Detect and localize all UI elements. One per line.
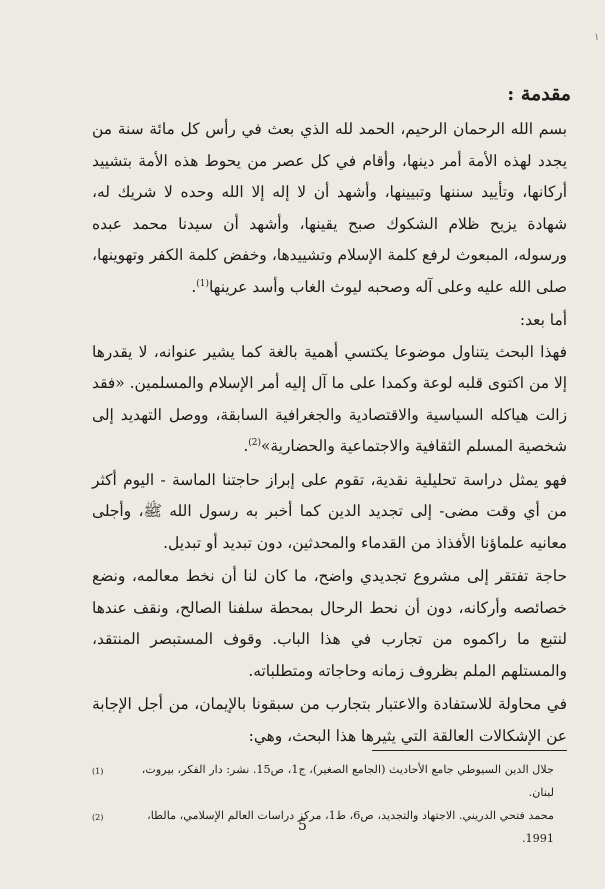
paragraph-end: .	[243, 437, 249, 455]
paragraph-end: .	[191, 277, 197, 296]
page-number: 5	[298, 818, 307, 834]
footnote-text: محمد فتحي الدريني. الاجتهاد والتجديد، ص6، ط1، مركز دراسات العالم الإسلامي، مالطا، 1991.	[147, 809, 554, 845]
footnote-number: (1)	[92, 767, 104, 776]
paragraph-text: أما بعد:	[519, 311, 567, 329]
footnote-reference: (1)	[196, 278, 209, 289]
footnote-reference: (2)	[248, 437, 262, 448]
paragraph-topic	[92, 337, 567, 463]
paragraph-text: فهذا البحث يتناول موضوعا يكتسي أهمية بالغة كما يشير عنوانه، لا يقدرها إلا من اكتوى قلبه لوعة وكمدا على ما آل إليه أمر الإسلام والمسلمين. «فقد زالت هياكله السياسية والاقتصادية والجغرافية السابقة، ووصل التهديد إلى شخصية المسلم الثقافية والاجتماعية والحضارية»	[92, 342, 567, 455]
footnote-text: جلال الدين السيوطي جامع الأحاديث (الجامع الصغير)، ج1، ص15. نشر: دار الفكر، بيروت، لبنان.	[141, 763, 554, 799]
footnotes	[92, 758, 567, 850]
paragraph-text: فهو يمثل دراسة تحليلية نقدية، تقوم على إبراز حاجتنا الماسة - اليوم أكثر من أي وقت مضى- إلى تجديد الدين كما أخبر به رسول الله ﷺ، وأجلى معانيه علماؤنا الأفذاذ من القدماء والمحدثين، دون تبديد أو تبديل.	[92, 470, 567, 552]
paragraph-attempt	[92, 689, 567, 752]
paragraph-study	[92, 465, 567, 560]
paragraph-text: حاجة تفتقر إلى مشروع تجديدي واضح، ما كان لنا أن نخط معالمه، ونضع خصائصه وأركانه، دون أن نحط الرحال بمحطة سلفنا الصالح، ونقف عندها لنتبع ما راكموه من تجارب في هذا الباب. وقوف المستبصر المنتقد، والمستلهم الملم بظروف زمانه وحاجاته ومتطلباته.	[92, 567, 567, 680]
paragraph-need	[92, 561, 567, 687]
footnote-divider	[372, 750, 567, 751]
corner-mark: ١	[594, 32, 600, 43]
footnote-1	[92, 758, 567, 804]
paragraph-text: بسم الله الرحمان الرحيم، الحمد لله الذي بعث في رأس كل مائة سنة من يجدد لهذه الأمة أمر دينها، وأقام في كل عصر من يحوط هذه الأمة بتشييد أركانها، وتأييد سننها وتبيينها، وأشهد أن لا إله إلا الله وحده لا شريك له، شهادة يزيح ظلام الشكوك صبح يقينها، وأشهد أن سيدنا محمد عبده ورسوله، المبعوث لرفع كلمة الإسلام وتشييدها، وخفض كلمة الكفر وتهوينها، صلى الله عليه وعلى آله وصحبه ليوث الغاب وأسد عرينها	[92, 120, 567, 296]
paragraph-amma-baad	[92, 305, 567, 337]
paragraph-opening	[92, 114, 567, 303]
paragraph-text: في محاولة للاستفادة والاعتبار بتجارب من سبقونا بالإيمان، من أجل الإجابة عن الإشكالات العالقة التي يثيرها هذا البحث، وهي:	[92, 695, 567, 745]
section-heading: مقدمة :	[507, 83, 571, 105]
footnote-number: (2)	[92, 813, 104, 822]
body-text	[92, 80, 571, 752]
